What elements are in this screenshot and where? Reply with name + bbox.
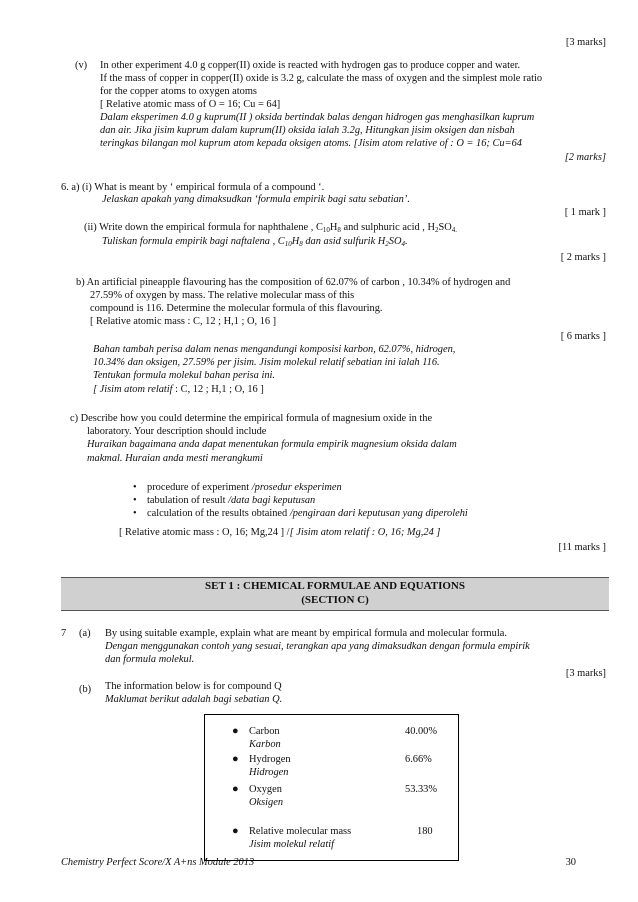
page-number: 30 <box>565 857 576 868</box>
q6a-i-en: 6. a) (i) What is meant by ‘ empirical formula of a compound ‘. <box>61 182 325 193</box>
compound-q-info-box: ● Carbon 40.00% Karbon ● Hydrogen 6.66% Hidrogen ● Oxygen 53.33% Oksigen ● Relative molecular mass 180 Jisim molekul relatif <box>204 714 459 861</box>
q6c-ms-line-1: Huraikan bagaimana anda dapat menentukan formula empirik magnesium oksida dalam <box>87 439 457 450</box>
marks-q6a-i: [ 1 mark ] <box>564 207 606 218</box>
q6c-relative-atomic-mass: [ Relative atomic mass : O, 16; Mg,24 ] /[ Jisim atom relatif : O, 16; Mg,24 ] <box>119 527 441 538</box>
q7a-ms-line-2: dan formula molekul. <box>105 654 195 665</box>
q6b-en-line-3: compound is 116. Determine the molecular formula of this flavouring. <box>90 303 383 314</box>
q5v-en-line-4: [ Relative atomic mass of O = 16; Cu = 64] <box>100 99 281 110</box>
section-title: SET 1 : CHEMICAL FORMULAE AND EQUATIONS <box>205 580 465 592</box>
bullet-icon: ● <box>232 783 239 795</box>
q5v-en-line-1: In other experiment 4.0 g copper(II) oxide is reacted with hydrogen gas to produce copper and water. <box>100 60 521 71</box>
q5v-ms-line-1: Dalam eksperimen 4.0 g kuprum(II ) oksida bertindak balas dengan hidrogen gas menghasilkan kuprum <box>100 112 535 123</box>
q6a-i-ms: Jelaskan apakah yang dimaksudkan ‘formula empirik bagi satu sebatian’. <box>102 194 410 205</box>
bullet-icon: ● <box>232 725 239 737</box>
marks-q5v: [2 marks] <box>564 152 606 163</box>
q7a-en: By using suitable example, explain what are meant by empirical formula and molecular formula. <box>105 628 507 639</box>
q6b-ms-line-2: 10.34% dan oksigen, 27.59% per jisim. Jisim molekul relatif sebatian ini ialah 116. <box>93 357 440 368</box>
q6c-ms-line-2: makmal. Huraian anda mesti merangkumi <box>87 453 263 464</box>
bullet-icon: ● <box>232 825 239 837</box>
q5v-ms-line-2: dan air. Jika jisim kuprum dalam kuprum(II) oksida ialah 3.2g, Hitungkan jisim oksigen dan nisbah <box>100 125 515 136</box>
q6c-bullet-item: • procedure of experiment /prosedur eksperimen <box>147 481 342 494</box>
marks-q6c: [11 marks ] <box>558 542 606 553</box>
q7a-ms-line-1: Dengan menggunakan contoh yang sesuai, terangkan apa yang dimaksudkan dengan formula empirik <box>105 641 530 652</box>
q6c-bullet-item: • calculation of the results obtained /pengiraan dari keputusan yang diperolehi <box>147 507 468 520</box>
q6b-en-line-4: [ Relative atomic mass : C, 12 ; H,1 ; O, 16 ] <box>90 316 277 327</box>
q6b-ms-line-4: [ Jisim atom relatif : C, 12 ; H,1 ; O, 16 ] <box>93 384 264 395</box>
q6b-en-line-2: 27.59% of oxygen by mass. The relative molecular mass of this <box>90 290 355 301</box>
q5v-en-line-3: for the copper atoms to oxygen atoms <box>100 86 257 97</box>
marks-q5-top: [3 marks] <box>565 37 606 48</box>
q7b-label: (b) <box>79 684 92 695</box>
section-header-band <box>61 577 609 611</box>
q6c-en-line-2: laboratory. Your description should include <box>87 426 267 437</box>
bullet-icon: ● <box>232 753 239 765</box>
q7b-en: The information below is for compound Q <box>105 681 282 692</box>
q6c-en-line-1: c) Describe how you could determine the empirical formula of magnesium oxide in the <box>70 413 433 424</box>
question-number-v: (v) <box>75 60 88 71</box>
q6a-ii-en: (ii) Write down the empirical formula for naphthalene , $C_{10}H_8$ and sulphuric acid , $H_2SO_{4.}$ <box>84 222 458 234</box>
q6b-en-line-1: b) An artificial pineapple flavouring has the composition of 62.07% of carbon , 10.34% of hydrogen and <box>76 277 511 288</box>
q6b-ms-line-1: Bahan tambah perisa dalam nenas mengandungi komposisi karbon, 62.07%, hidrogen, <box>93 344 456 355</box>
q7b-ms: Maklumat berikut adalah bagi sebatian Q. <box>105 694 283 705</box>
q7a-label: (a) <box>79 628 91 639</box>
marks-q6b: [ 6 marks ] <box>560 331 606 342</box>
question-number-7: 7 <box>61 628 67 639</box>
q5v-en-line-2: If the mass of copper in copper(II) oxide is 3.2 g, calculate the mass of oxygen and the simplest mole ratio <box>100 73 543 84</box>
q5v-ms-line-3: teringkas bilangan mol kuprum atom kepada oksigen atoms. [Jisim atom relative of : O = 16; Cu=64 <box>100 138 523 149</box>
q6a-ii-ms: Tuliskan formula empirik bagi naftalena , $C_{10}H_8$ dan asid sulfurik $H_2SO_4$. <box>102 236 408 248</box>
footer-module-title: Chemistry Perfect Score/X A+ns Module 2013 <box>61 857 255 868</box>
marks-q6a-ii: [ 2 marks ] <box>560 252 606 263</box>
q6c-bullet-item: • tabulation of result /data bagi keputusan <box>147 494 315 507</box>
q6b-ms-line-3: Tentukan formula molekul bahan perisa ini. <box>93 370 276 381</box>
section-subtitle: (SECTION C) <box>301 594 369 606</box>
marks-q7a: [3 marks] <box>565 668 606 679</box>
